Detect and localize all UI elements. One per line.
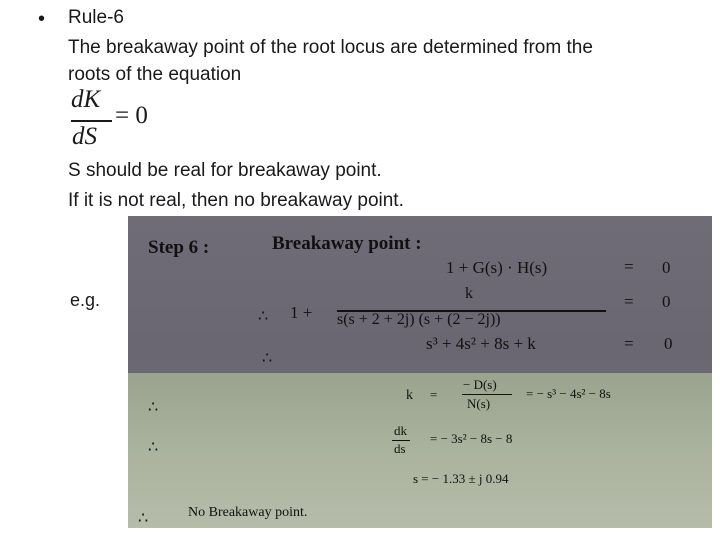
therefore-symbol-5: ∴: [138, 510, 149, 527]
formula-rhs: = 0: [115, 102, 148, 129]
equation-3-lhs: s³ + 4s² + 8s + k: [426, 334, 536, 353]
k-fraction-bar: [462, 394, 512, 395]
formula-numerator: dK: [71, 86, 101, 113]
equation-1-zero: 0: [662, 258, 671, 277]
k-fraction-numerator: − D(s): [463, 377, 497, 392]
body-line-1: The breakaway point of the root locus are determined from the: [68, 37, 593, 58]
step-label: Step 6 :: [148, 237, 210, 258]
k-fraction-denominator: N(s): [467, 396, 491, 411]
example-label: e.g.: [70, 290, 101, 310]
rule-title: Rule-6: [68, 7, 124, 28]
therefore-symbol-2: ∴: [262, 350, 273, 367]
therefore-symbol-4: ∴: [148, 439, 159, 456]
roots-equation: s = − 1.33 ± j 0.94: [413, 471, 509, 486]
formula-fraction-bar: [71, 120, 112, 122]
k-equation-rhs: = − s³ − 4s² − 8s: [526, 386, 611, 401]
k-equation-lhs: k: [406, 388, 413, 403]
body-line-4: If it is not real, then no breakaway point.: [68, 190, 404, 211]
step-title: Breakaway point :: [272, 233, 422, 254]
equation-2-prefix: 1 +: [290, 303, 313, 322]
equation-3-zero: 0: [664, 334, 673, 353]
body-line-3: S should be real for breakaway point.: [68, 160, 382, 181]
k-equation-equals: =: [430, 387, 438, 402]
equation-2-numerator: k: [465, 285, 473, 302]
formula-denominator: dS: [72, 123, 97, 150]
equation-1-equals: =: [624, 257, 634, 276]
body-line-2: roots of the equation: [68, 64, 242, 85]
bullet-dot: •: [38, 8, 46, 30]
derivative-numerator: dk: [394, 423, 407, 438]
equation-1-lhs: 1 + G(s) · H(s): [446, 258, 548, 277]
conclusion-text: No Breakaway point.: [188, 505, 308, 520]
derivative-formula: [68, 86, 178, 156]
equation-3-equals: =: [624, 334, 634, 353]
equation-2-denominator: s(s + 2 + 2j) (s + (2 − 2j)): [337, 311, 501, 328]
therefore-symbol-1: ∴: [258, 308, 269, 325]
equation-2-equals: =: [624, 292, 634, 311]
derivative-denominator: ds: [394, 441, 406, 456]
therefore-symbol-3: ∴: [148, 399, 159, 416]
equation-2-zero: 0: [662, 292, 671, 311]
derivative-rhs: = − 3s² − 8s − 8: [430, 431, 513, 446]
